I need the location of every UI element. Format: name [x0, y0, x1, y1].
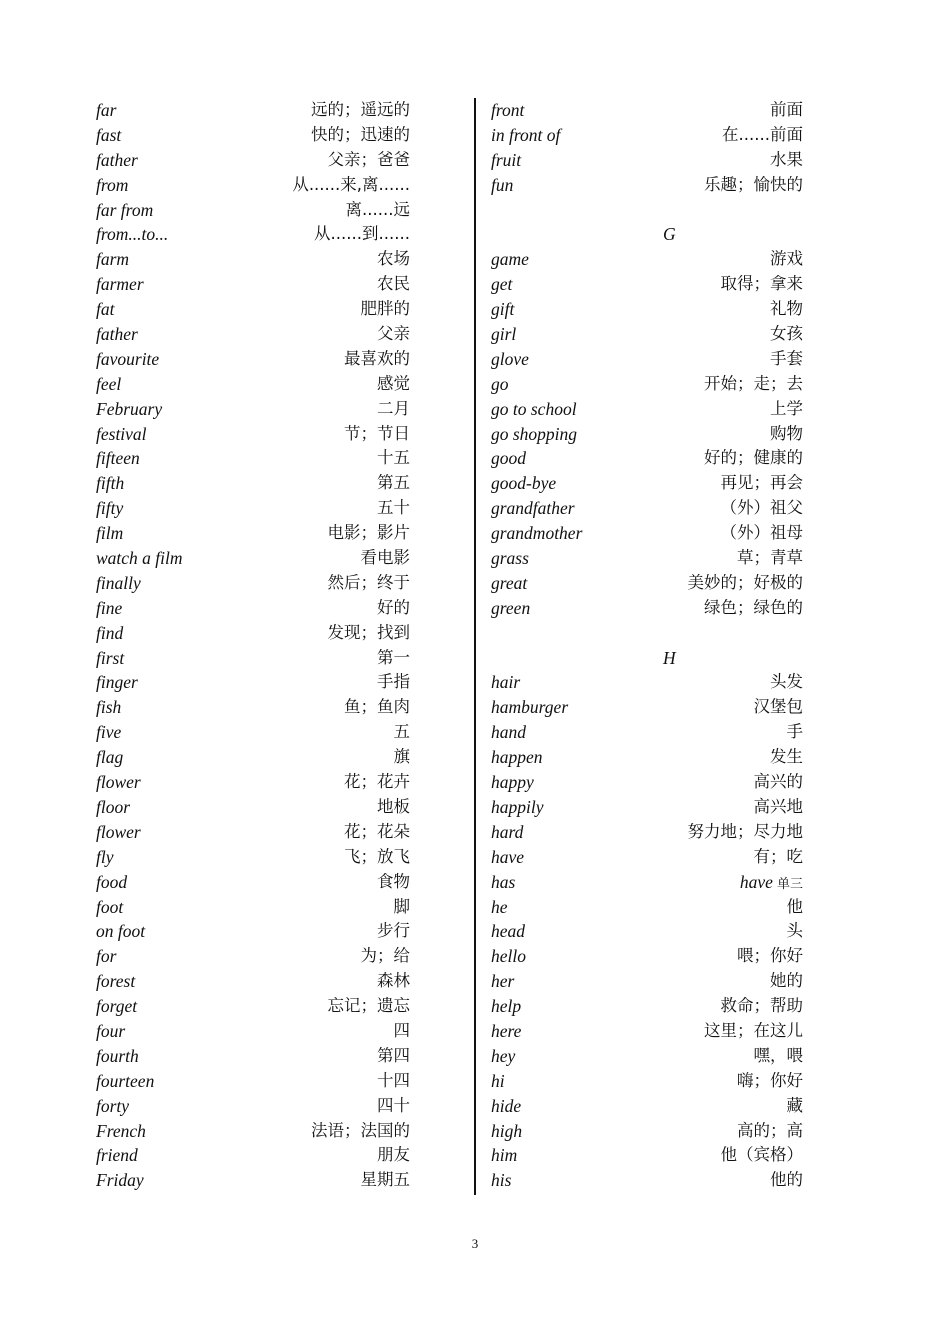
english-word: forest: [96, 971, 136, 992]
english-word: fine: [96, 597, 123, 618]
chinese-meaning: 父亲；爸爸: [327, 149, 410, 169]
chinese-meaning: （外）祖母: [720, 523, 803, 543]
english-word: head: [491, 921, 526, 942]
chinese-meaning: 四十: [377, 1095, 410, 1115]
vocab-entry: [96, 870, 468, 895]
chinese-meaning: 农民: [377, 274, 410, 294]
english-word: February: [96, 398, 163, 419]
vocab-entry: [491, 372, 821, 397]
meaning-note: 单三: [772, 876, 803, 892]
english-word: in front of: [491, 124, 561, 145]
vocab-entry: [96, 820, 468, 845]
vocab-entry: [491, 795, 821, 820]
chinese-meaning: 嘿，喂: [753, 1045, 803, 1065]
chinese-meaning: （外）祖父: [720, 498, 803, 518]
vocab-entry: [96, 1069, 468, 1094]
vocab-entry: [491, 272, 821, 297]
chinese-meaning: 高兴的: [753, 772, 803, 792]
vocab-entry: [491, 1069, 821, 1094]
chinese-meaning: 第一: [377, 647, 410, 667]
vocab-entry: [96, 496, 468, 521]
chinese-meaning: 嗨；你好: [737, 1070, 803, 1090]
chinese-meaning: 从......到......: [314, 224, 410, 244]
vocab-entry: [96, 1168, 468, 1193]
vocab-entry: [491, 845, 821, 870]
chinese-meaning: 努力地；尽力地: [687, 821, 803, 841]
vocab-entry: [96, 1044, 468, 1069]
english-word: girl: [491, 324, 517, 345]
section-letter: G: [663, 224, 676, 245]
english-word: from...to...: [96, 224, 169, 245]
vocab-entry: [491, 1143, 821, 1168]
vocab-entry: [491, 123, 821, 148]
vocab-entry: [96, 347, 468, 372]
vocab-entry: [491, 98, 821, 123]
vocab-entry: [491, 919, 821, 944]
vocab-entry: [96, 521, 468, 546]
section-letter: H: [663, 647, 676, 668]
chinese-meaning: 喂；你好: [737, 946, 803, 966]
vocab-entry: [96, 446, 468, 471]
vocab-entry: [491, 1019, 821, 1044]
chinese-meaning: 在......前面: [722, 124, 803, 144]
english-word: grass: [491, 548, 529, 569]
english-word: flag: [96, 747, 124, 768]
chinese-meaning: 农场: [377, 249, 410, 269]
chinese-meaning: 食物: [377, 871, 410, 891]
vocab-entry: [96, 1143, 468, 1168]
english-word: fun: [491, 174, 514, 195]
english-word: hi: [491, 1070, 505, 1091]
english-word: green: [491, 597, 531, 618]
chinese-meaning: 为；给: [360, 946, 410, 966]
vocab-entry: [491, 148, 821, 173]
vocab-entry: [491, 870, 821, 895]
english-word: flower: [96, 772, 141, 793]
vocab-entry: [96, 695, 468, 720]
vocab-entry: [96, 322, 468, 347]
vocab-entry: [96, 198, 468, 223]
english-word: him: [491, 1145, 518, 1166]
vocab-entry: [96, 422, 468, 447]
english-word: Friday: [96, 1170, 144, 1191]
chinese-meaning: 看电影: [360, 548, 410, 568]
english-word: father: [96, 324, 138, 345]
chinese-meaning: 电影；影片: [327, 523, 410, 543]
chinese-meaning: 脚: [393, 896, 410, 916]
chinese-meaning: 星期五: [360, 1170, 410, 1190]
chinese-meaning: 前面: [770, 100, 803, 119]
english-word: fifteen: [96, 448, 140, 469]
english-word: French: [96, 1120, 146, 1141]
english-word: high: [491, 1120, 523, 1141]
chinese-meaning: 他: [786, 896, 803, 916]
chinese-meaning: 他的: [770, 1170, 803, 1190]
english-word: on foot: [96, 921, 146, 942]
chinese-meaning: 手套: [770, 348, 803, 368]
english-word: fruit: [491, 149, 522, 170]
english-word: father: [96, 149, 138, 170]
chinese-meaning: 手: [786, 722, 803, 742]
chinese-meaning: 购物: [770, 423, 803, 443]
vocab-entry: [96, 173, 468, 198]
vocab-entry: [491, 1094, 821, 1119]
english-word: here: [491, 1020, 522, 1041]
english-word: film: [96, 523, 124, 544]
vocab-entry: [96, 1019, 468, 1044]
english-word: hello: [491, 946, 526, 967]
english-word: grandmother: [491, 523, 583, 544]
vocab-entry: [491, 695, 821, 720]
english-word: go to school: [491, 398, 577, 419]
english-word: hair: [491, 672, 521, 693]
english-word: fly: [96, 846, 114, 867]
section-header: [491, 222, 821, 247]
english-word: far from: [96, 199, 154, 220]
vocab-entry: [491, 1168, 821, 1193]
chinese-meaning: 节；节日: [344, 423, 410, 443]
chinese-meaning: 有；吃: [753, 846, 803, 866]
vocab-entry: [491, 944, 821, 969]
english-word: good-bye: [491, 473, 557, 494]
english-word: forget: [96, 996, 138, 1017]
vocab-entry: [96, 919, 468, 944]
blank-row: [491, 621, 821, 646]
chinese-meaning: 汉堡包: [753, 697, 803, 717]
english-word: fourth: [96, 1045, 139, 1066]
vocab-entry: [491, 571, 821, 596]
vocab-entry: [491, 994, 821, 1019]
chinese-meaning: 水果: [770, 149, 803, 169]
vocab-entry: [96, 148, 468, 173]
vocab-entry: [491, 670, 821, 695]
chinese-meaning: 再见；再会: [720, 473, 803, 493]
english-word: have: [491, 846, 525, 867]
chinese-meaning: 救命；帮助: [720, 996, 803, 1016]
english-word: game: [491, 249, 529, 270]
english-word: gift: [491, 299, 515, 320]
vocab-entry: [491, 247, 821, 272]
vocab-entry: [96, 646, 468, 671]
english-word: far: [96, 100, 117, 120]
vocab-entry: [96, 546, 468, 571]
vocab-entry: [96, 272, 468, 297]
chinese-meaning: 地板: [377, 796, 410, 816]
blank-row: [491, 198, 821, 223]
english-word: flower: [96, 821, 141, 842]
vocab-entry: [96, 770, 468, 795]
english-word: feel: [96, 373, 122, 394]
english-word: hamburger: [491, 697, 569, 718]
chinese-meaning: 十四: [377, 1070, 410, 1090]
english-word: fourteen: [96, 1070, 155, 1091]
english-word: fat: [96, 299, 115, 320]
english-word: finally: [96, 572, 141, 593]
english-word: grandfather: [491, 498, 575, 519]
english-word: good: [491, 448, 526, 469]
vocab-entry: [491, 745, 821, 770]
english-word: five: [96, 722, 122, 743]
vocab-entry: [96, 944, 468, 969]
chinese-meaning: 森林: [377, 971, 410, 991]
english-word: farm: [96, 249, 130, 270]
english-word: forty: [96, 1095, 130, 1116]
vocab-entry: [96, 372, 468, 397]
chinese-meaning: 花；花卉: [344, 772, 410, 792]
chinese-meaning: 乐趣；愉快的: [704, 174, 803, 194]
vocab-entry: [491, 521, 821, 546]
english-word: fifth: [96, 473, 125, 494]
page-number: 3: [471, 1236, 479, 1251]
vocab-entry: [96, 596, 468, 621]
english-word: find: [96, 622, 124, 643]
english-word: hand: [491, 722, 526, 743]
english-word: get: [491, 274, 513, 295]
chinese-meaning: 头发: [770, 672, 803, 692]
english-word: festival: [96, 423, 147, 444]
chinese-meaning: 第四: [377, 1045, 410, 1065]
vocab-entry: [491, 596, 821, 621]
vocab-entry: [96, 297, 468, 322]
english-word: great: [491, 572, 528, 593]
english-word: floor: [96, 796, 131, 817]
vocab-entry: [491, 422, 821, 447]
english-word: hey: [491, 1045, 516, 1066]
chinese-meaning: 二月: [377, 398, 410, 418]
chinese-meaning: 手指: [377, 672, 410, 692]
vocab-entry: [491, 1119, 821, 1144]
chinese-meaning: 远的；遥远的: [311, 100, 410, 119]
chinese-meaning: 发现；找到: [327, 622, 410, 642]
english-word: happily: [491, 796, 544, 817]
chinese-meaning: 这里；在这儿: [704, 1020, 803, 1040]
vocab-entry: [491, 895, 821, 920]
vocab-entry: [491, 720, 821, 745]
chinese-meaning: 从......来,离......: [292, 174, 410, 194]
vocab-entry: [96, 720, 468, 745]
vocab-entry: [96, 1094, 468, 1119]
vocab-entry: [96, 795, 468, 820]
right-column: [491, 98, 821, 1193]
english-word: for: [96, 946, 117, 967]
english-word: four: [96, 1020, 126, 1041]
chinese-meaning: 快的；迅速的: [311, 124, 410, 144]
chinese-meaning: 父亲: [377, 324, 410, 344]
vocab-entry: [491, 1044, 821, 1069]
english-word: glove: [491, 348, 529, 369]
chinese-meaning: 游戏: [770, 249, 803, 269]
english-word: go shopping: [491, 423, 578, 444]
vocab-entry: [491, 173, 821, 198]
vocab-entry: [491, 446, 821, 471]
section-header: [491, 646, 821, 671]
chinese-meaning: 取得；拿来: [720, 274, 803, 294]
vocab-entry: [491, 471, 821, 496]
chinese-meaning: 上学: [770, 398, 803, 418]
english-word: friend: [96, 1145, 138, 1166]
english-word: fast: [96, 124, 122, 145]
english-word: go: [491, 373, 509, 394]
vocab-entry: [491, 969, 821, 994]
english-word: happy: [491, 772, 534, 793]
chinese-meaning: 花；花朵: [344, 821, 410, 841]
vocab-entry: [491, 820, 821, 845]
vocab-entry: [96, 969, 468, 994]
english-word: foot: [96, 896, 124, 917]
chinese-meaning: 法语；法国的: [311, 1120, 410, 1140]
vocab-entry: [96, 123, 468, 148]
chinese-meaning: 绿色；绿色的: [704, 597, 803, 617]
chinese-meaning: 然后；终于: [327, 572, 410, 592]
vocab-entry: [491, 546, 821, 571]
chinese-meaning: 五十: [377, 498, 410, 518]
chinese-meaning: 旗: [393, 747, 410, 767]
chinese-meaning: 十五: [377, 448, 410, 468]
chinese-meaning: 美妙的；好极的: [687, 572, 803, 592]
chinese-meaning: 发生: [770, 747, 803, 767]
english-word: farmer: [96, 274, 144, 295]
english-word: fifty: [96, 498, 124, 519]
vocab-entry: [491, 297, 821, 322]
chinese-meaning: 好的: [377, 597, 410, 617]
chinese-meaning: 礼物: [770, 299, 803, 319]
chinese-meaning: 肥胖的: [360, 299, 410, 319]
meaning-base-word: have: [739, 871, 773, 892]
english-word: has: [491, 871, 516, 892]
english-word: happen: [491, 747, 543, 768]
english-word: he: [491, 896, 508, 917]
chinese-meaning: 步行: [377, 921, 410, 941]
chinese-meaning: 朋友: [377, 1145, 410, 1165]
english-word: fish: [96, 697, 122, 718]
chinese-meaning: 高兴地: [753, 796, 803, 816]
vocab-entry: [96, 994, 468, 1019]
english-word: her: [491, 971, 515, 992]
chinese-meaning: 感觉: [377, 373, 410, 393]
chinese-meaning: 草；青草: [737, 548, 803, 568]
vocab-entry: [96, 397, 468, 422]
chinese-meaning: 她的: [770, 971, 803, 991]
vocab-entry: [96, 670, 468, 695]
vocab-entry: [96, 247, 468, 272]
chinese-meaning: 四: [393, 1020, 410, 1040]
vocab-entry: [96, 222, 468, 247]
vocab-entry: [491, 347, 821, 372]
chinese-meaning: 忘记；遗忘: [327, 996, 410, 1016]
chinese-meaning: 他（宾格）: [720, 1145, 803, 1165]
english-word: his: [491, 1170, 512, 1191]
chinese-meaning: 五: [393, 722, 410, 742]
chinese-meaning: 开始；走；去: [704, 373, 803, 393]
english-word: front: [491, 100, 525, 120]
vocab-entry: [491, 770, 821, 795]
vocab-entry: [491, 322, 821, 347]
vocab-entry: [96, 621, 468, 646]
english-word: from: [96, 174, 129, 195]
chinese-meaning: 最喜欢的: [344, 348, 410, 368]
chinese-meaning: 藏: [786, 1095, 803, 1115]
english-word: food: [96, 871, 128, 892]
english-word: hard: [491, 821, 524, 842]
chinese-meaning: 好的；健康的: [704, 448, 803, 468]
english-word: favourite: [96, 348, 160, 369]
chinese-meaning: 高的；高: [737, 1120, 803, 1140]
vocab-entry: [96, 1119, 468, 1144]
english-word: help: [491, 996, 522, 1017]
chinese-meaning: 女孩: [770, 324, 803, 344]
vocab-entry: [491, 496, 821, 521]
chinese-meaning: 头: [786, 921, 803, 941]
english-word: finger: [96, 672, 138, 693]
chinese-meaning: [740, 870, 803, 898]
vocab-entry: [491, 397, 821, 422]
vocab-entry: [96, 845, 468, 870]
vocab-entry: [96, 745, 468, 770]
left-column: [96, 98, 468, 1193]
vocab-entry: [96, 895, 468, 920]
chinese-meaning: 鱼；鱼肉: [344, 697, 410, 717]
chinese-meaning: 第五: [377, 473, 410, 493]
english-word: hide: [491, 1095, 522, 1116]
english-word: watch a film: [96, 548, 183, 569]
vocab-entry: [96, 98, 468, 123]
column-divider: [474, 98, 476, 1195]
chinese-meaning: 离......远: [345, 199, 410, 219]
vocab-entry: [96, 571, 468, 596]
chinese-meaning: 飞；放飞: [344, 846, 410, 866]
vocab-entry: [96, 471, 468, 496]
english-word: first: [96, 647, 125, 668]
